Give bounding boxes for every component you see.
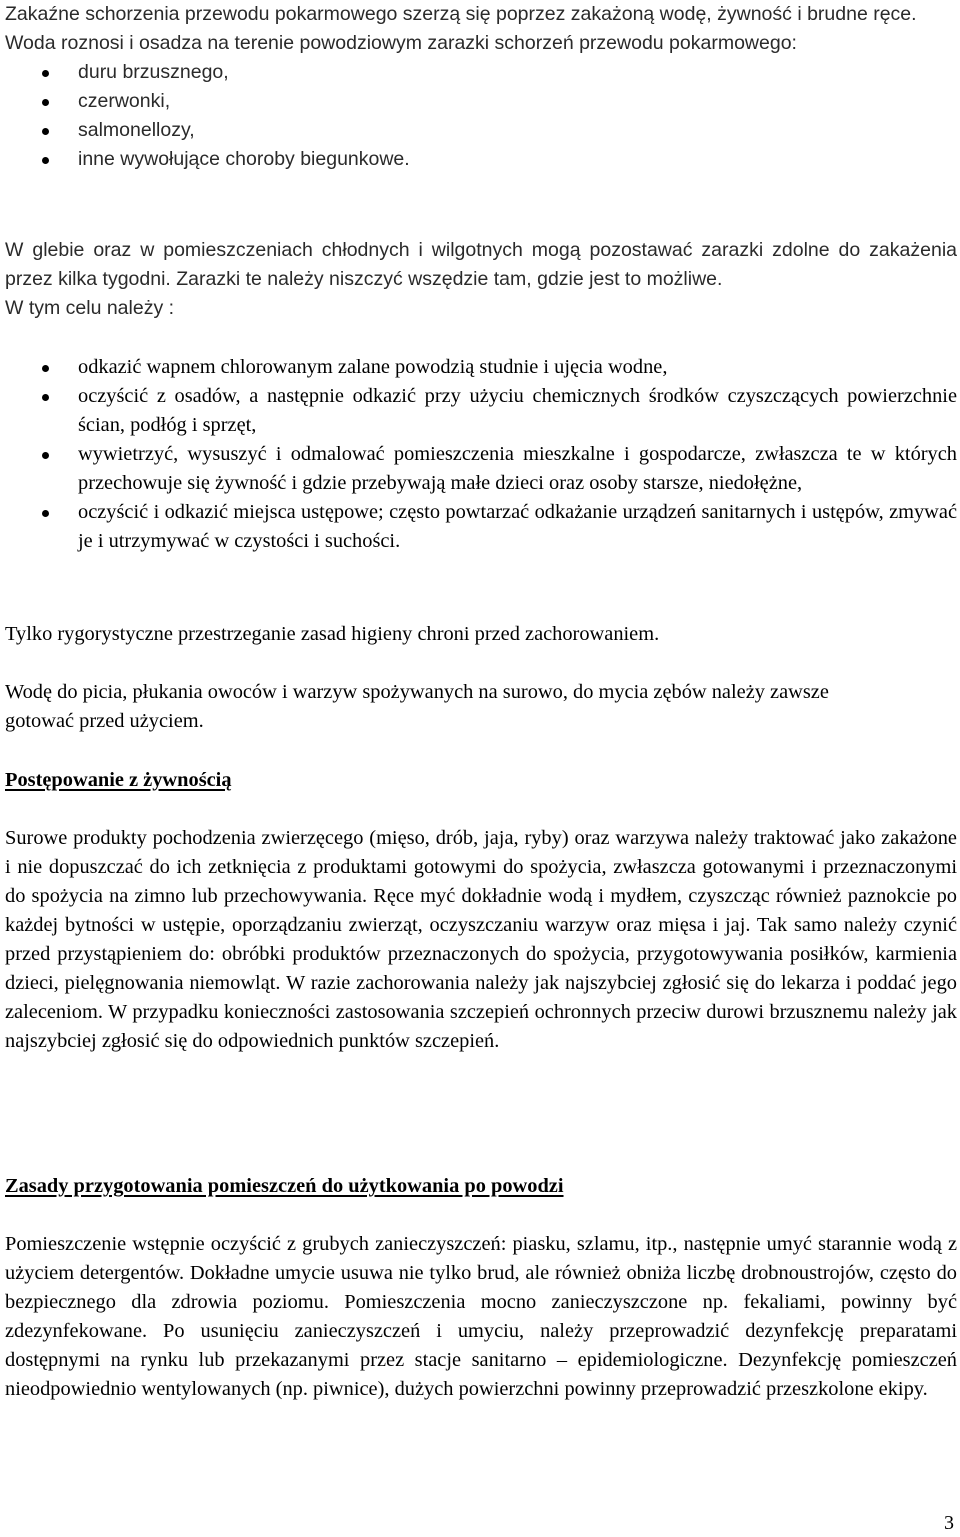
food-paragraph: Surowe produkty pochodzenia zwierzęcego (mięso, drób, jaja, ryby) oraz warzywa należy traktować jako zakażone i nie dopuszczać do ich zetknięcia z produktami gotowymi do spożycia, zwłaszcza gotowanymi i przeznaczonymi do spożycia na zimno lub przechowywania. Ręce myć dokładnie wodą i mydłem, czyszcząc również paznokcie po każdej bytności w ustępie, oporządzaniu zwierząt, oczyszczaniu warzyw oraz mięsa i jaj. Tak samo należy czynić przed przystąpieniem do: obróbki produktów przeznaczonych do spożycia, przygotowywania posiłków, karmienia dzieci, pielęgnowania niemowląt. W razie zachorowania należy jak najszybciej zgłosić się do lekarza i poddać jego zaleceniom. W przypadku konieczności zastosowania szczepień ochronnych przeciw durowi brzusznemu należy jak najszybciej zgłosić się do odpowiednich punktów szczepień. [5, 827, 957, 1052]
list-item: czerwonki, [5, 87, 957, 116]
bullet-icon [42, 128, 49, 135]
disease-list [5, 58, 957, 174]
rooms-paragraph: Pomieszczenie wstępnie oczyścić z grubych zanieczyszczeń: piasku, szlamu, itp., następnie umyć starannie wodą z użyciem detergentów. Dokładne umycie usuwa nie tylko brud, ale również obniża liczbę drobnoustrojów, często do bezpiecznego dla zdrowia poziomu. Pomieszczenia mocno zanieczyszczone np. fekaliami, powinny być zdezynfekowane. Po usunięciu zanieczyszczeń i umyciu, należy przeprowadzić dezynfekcję preparatami dostępnymi na rynku lub przekazanymi przez stacje sanitarno – epidemiologiczne. Dezynfekcję pomieszczeń nieodpowiednio wentylowanych (np. piwnice), dużych powierzchni powinny przeprowadzić przeszkolone ekipy. [5, 1233, 957, 1400]
bullet-icon [42, 452, 49, 459]
list-item: oczyścić i odkazić miejsca ustępowe; często powtarzać odkażanie urządzeń sanitarnych i ustępów, zmywać je i utrzymywać w czystości i suchości. [5, 498, 957, 556]
soil-lead: W tym celu należy : [5, 297, 175, 319]
bullet-icon [42, 99, 49, 106]
food-heading: Postępowanie z żywnością [5, 769, 232, 791]
intro-section [5, 0, 957, 174]
bullet-icon [42, 510, 49, 517]
soil-paragraph: W glebie oraz w pomieszczeniach chłodnych i wilgotnych mogą pozostawać zarazki zdolne do zakażenia przez kilka tygodni. Zarazki te należy niszczyć wszędzie tam, gdzie jest to możliwe. [5, 239, 957, 290]
rooms-heading: Zasady przygotowania pomieszczeń do użytkowania po powodzi [5, 1175, 564, 1197]
list-item: inne wywołujące choroby biegunkowe. [5, 145, 957, 174]
bullet-icon [42, 157, 49, 164]
bullet-icon [42, 365, 49, 372]
bullet-icon [42, 394, 49, 401]
list-item: wywietrzyć, wysuszyć i odmalować pomieszczenia mieszkalne i gospodarcze, zwłaszcza te w których przechowuje się żywność i gdzie przebywają małe dzieci oraz osoby starsze, niedołężne, [5, 440, 957, 498]
action-list [5, 353, 957, 556]
list-item: duru brzusznego, [5, 58, 957, 87]
hygiene-paragraph: Tylko rygorystyczne przestrzeganie zasad higieny chroni przed zachorowaniem. [5, 623, 660, 645]
list-item: odkazić wapnem chlorowanym zalane powodzią studnie i ujęcia wodne, [5, 353, 957, 382]
page-number: 3 [944, 1512, 954, 1534]
water-paragraph: Wodę do picia, płukania owoców i warzyw spożywanych na surowo, do mycia zębów należy zawsze gotować przed użyciem. [5, 681, 829, 732]
list-item: salmonellozy, [5, 116, 957, 145]
list-item: oczyścić z osadów, a następnie odkazić przy użyciu chemicznych środków czyszczących powierzchnie ścian, podłóg i sprzęt, [5, 382, 957, 440]
intro-paragraph: Zakaźne schorzenia przewodu pokarmowego szerzą się poprzez zakażoną wodę, żywność i brudne ręce. Woda roznosi i osadza na terenie powodziowym zarazki schorzeń przewodu pokarmowego: [5, 3, 917, 54]
soil-section [5, 236, 957, 323]
bullet-icon [42, 70, 49, 77]
